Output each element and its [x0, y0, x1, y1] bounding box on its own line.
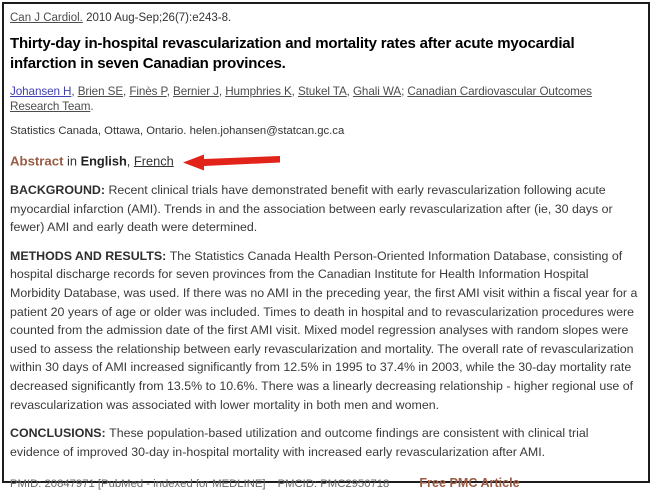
section-text: The Statistics Canada Health Person-Oriented Information Database, consisting of hospital discharge records for seven provinces from the Canadian Institute for Health Information Hospital Morbidity Database, was used. If there was no AMI in the preceding year, the first AMI visit within a fiscal year for a patient 20 years of age or older was included. Times to death in hospital and to revascularization procedures were counted from the admission date of the first AMI visit. Mixed model regression analyses with random slopes were used to assess the relationship between early revascularization and mortality. The overall rate of revascularization within 30 days of AMI increased significantly from 12.5% in 1995 to 37.4% in 2003, while the 30-day mortality rate decreased significantly from 13.5% to 10.6%. There was a linearly decreasing relationship - higher regional use of revascularization was associated with lower mortality in both men and women.	[10, 248, 638, 412]
journal-link[interactable]: Can J Cardiol.	[10, 12, 83, 24]
abstract-in-text: in	[63, 153, 81, 169]
section-methods-results	[10, 247, 640, 414]
section-text: Recent clinical trials have demonstrated benefit with early revascularization following acute myocardial infarction (AMI). Trends in and the association between early revascularization after (ie, 30 days or fewer) AMI and early death were determined.	[10, 183, 613, 235]
language-french-link[interactable]: French	[133, 153, 174, 169]
free-pmc-article-link[interactable]: Free PMC Article	[419, 476, 520, 490]
section-background	[10, 181, 640, 237]
authors-line: Johansen H, Brien SE, Finès P, Bernier J, Humphries K, Stukel TA, Ghali WA; Canadian Cardiovascular Outcomes Research Team.	[10, 85, 592, 113]
footer-line	[10, 476, 640, 490]
affiliation-text: Statistics Canada, Ottawa, Ontario. helen.johansen@statcan.gc.ca	[10, 125, 345, 137]
collective-author-link[interactable]: Canadian Cardiovascular Outcomes Research Team	[10, 85, 592, 113]
abstract-comma: ,	[126, 153, 134, 169]
citation-line	[10, 12, 640, 24]
abstract-panel	[2, 2, 650, 490]
section-label: BACKGROUND:	[10, 183, 109, 197]
author-link[interactable]: Johansen H	[10, 85, 72, 98]
author-link[interactable]: Humphries K	[225, 85, 292, 98]
red-arrow-icon	[182, 153, 282, 171]
author-link[interactable]: Finès P	[129, 85, 167, 98]
author-link[interactable]: Brien SE	[77, 85, 124, 98]
citation-detail: 2010 Aug-Sep;26(7):e243-8.	[82, 12, 232, 24]
page-title: Thirty-day in-hospital revascularization and mortality rates after acute myocardial infarction in seven Canadian provinces.	[10, 35, 575, 72]
pmcid-text: PMCID: PMC2950718	[277, 478, 390, 490]
section-label: CONCLUSIONS:	[10, 426, 110, 441]
author-link[interactable]: Bernier J	[173, 85, 219, 98]
pmid-text: PMID: 20847971 [PubMed - indexed for MEDLINE]	[10, 478, 266, 490]
abstract-heading: Abstract	[10, 153, 64, 169]
author-link[interactable]: Stukel TA	[297, 85, 347, 98]
language-english-label: English	[80, 153, 127, 169]
section-text: These population-based utilization and outcome findings are consistent with clinical trial evidence of improved 30-day in-hospital mortality with increased early revascularization after AMI.	[10, 426, 589, 459]
section-conclusions	[10, 424, 640, 461]
author-link[interactable]: Ghali WA	[352, 85, 402, 98]
abstract-heading-row	[10, 153, 640, 171]
section-label: METHODS AND RESULTS:	[10, 248, 170, 263]
